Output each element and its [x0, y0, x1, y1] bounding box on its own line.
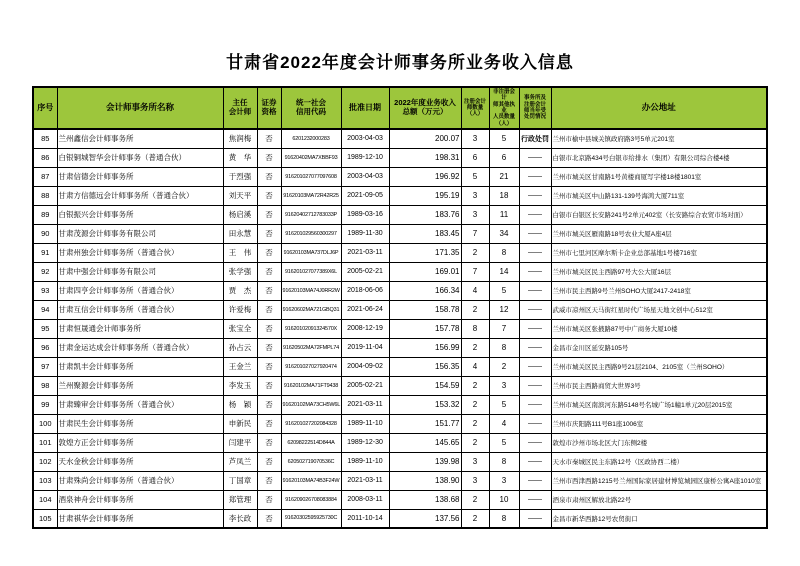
cell-chief-accountant: 杨 颖 — [223, 395, 257, 414]
cell-chief-accountant: 郑管理 — [223, 490, 257, 509]
cell-serial: 92 — [33, 262, 57, 281]
cell-securities-qualification: 否 — [257, 281, 281, 300]
cell-credit-code: 91620102MA71FT9438 — [281, 376, 341, 395]
cell-cpa-count: 2 — [461, 395, 489, 414]
cell-approval-date: 2021-06-24 — [341, 300, 389, 319]
cell-other-staff-count: 5 — [489, 129, 519, 148]
cell-approval-date: 1989-03-16 — [341, 205, 389, 224]
cell-credit-code: 916201027202084328 — [281, 414, 341, 433]
cell-approval-date: 2011-10-14 — [341, 509, 389, 528]
table-row — [33, 357, 767, 376]
cell-other-staff-count: 10 — [489, 490, 519, 509]
cell-penalty-status: —— — [519, 319, 551, 338]
cell-chief-accountant: 申新民 — [223, 414, 257, 433]
table-row — [33, 490, 767, 509]
cell-credit-code: 916201027027920474 — [281, 357, 341, 376]
table-row — [33, 243, 767, 262]
cell-securities-qualification: 否 — [257, 433, 281, 452]
cell-office-address: 白银市北京路434号白银市给排水（集团）有限公司综合楼4楼 — [551, 148, 767, 167]
cell-cpa-count: 3 — [461, 205, 489, 224]
cell-income-total: 139.98 — [389, 452, 461, 471]
cell-income-total: 151.77 — [389, 414, 461, 433]
cell-credit-code: 916209026708083884 — [281, 490, 341, 509]
table-row — [33, 205, 767, 224]
cell-income-total: 158.78 — [389, 300, 461, 319]
cell-approval-date: 2021-03-11 — [341, 395, 389, 414]
cell-serial: 96 — [33, 338, 57, 357]
cell-penalty-status: —— — [519, 167, 551, 186]
table-row — [33, 414, 767, 433]
cell-approval-date: 1989-11-10 — [341, 414, 389, 433]
cell-serial: 89 — [33, 205, 57, 224]
cell-securities-qualification: 否 — [257, 490, 281, 509]
cell-approval-date: 2005-02-21 — [341, 262, 389, 281]
cell-securities-qualification: 否 — [257, 395, 281, 414]
cell-credit-code: 91620103MA72R42R25 — [281, 186, 341, 205]
cell-cpa-count: 2 — [461, 300, 489, 319]
cell-serial: 99 — [33, 395, 57, 414]
cell-chief-accountant: 于烈强 — [223, 167, 257, 186]
cell-cpa-count: 3 — [461, 452, 489, 471]
cell-chief-accountant: 刘天平 — [223, 186, 257, 205]
cell-securities-qualification: 否 — [257, 167, 281, 186]
cell-securities-qualification: 否 — [257, 471, 281, 490]
cell-approval-date: 1989-11-30 — [341, 224, 389, 243]
cell-cpa-count: 3 — [461, 129, 489, 148]
cell-office-address: 天水市秦城区民主东路12号（区政协西二楼） — [551, 452, 767, 471]
cell-credit-code: 620502719070536C — [281, 452, 341, 471]
cell-penalty-status: —— — [519, 281, 551, 300]
cell-office-address: 武威市凉州区天马街红星时代广场星天地文创中心512室 — [551, 300, 767, 319]
cell-firm-name: 甘肃祺华会计师事务所 — [57, 509, 223, 528]
cell-income-total: 183.45 — [389, 224, 461, 243]
cell-penalty-status: 行政处罚 — [519, 129, 551, 148]
table-row — [33, 395, 767, 414]
cell-office-address: 兰州市民主西路商贸大世界3号 — [551, 376, 767, 395]
cell-income-total: 200.07 — [389, 129, 461, 148]
cell-securities-qualification: 否 — [257, 262, 281, 281]
table-row — [33, 129, 767, 148]
cell-other-staff-count: 21 — [489, 167, 519, 186]
cell-approval-date: 2021-09-05 — [341, 186, 389, 205]
cell-other-staff-count: 5 — [489, 395, 519, 414]
cell-serial: 100 — [33, 414, 57, 433]
col-header-chief-accountant: 主任 会计师 — [223, 87, 257, 129]
cell-chief-accountant: 芦凤兰 — [223, 452, 257, 471]
cell-cpa-count: 8 — [461, 319, 489, 338]
cell-chief-accountant: 王金兰 — [223, 357, 257, 376]
cell-penalty-status: —— — [519, 471, 551, 490]
cell-chief-accountant: 王 伟 — [223, 243, 257, 262]
cell-other-staff-count: 8 — [489, 509, 519, 528]
cell-other-staff-count: 12 — [489, 300, 519, 319]
cell-office-address: 兰州市西津西路1215号兰州国际家居建材博览城园区康桥公寓A座1010室 — [551, 471, 767, 490]
cell-income-total: 183.76 — [389, 205, 461, 224]
cell-securities-qualification: 否 — [257, 129, 281, 148]
cell-other-staff-count: 7 — [489, 319, 519, 338]
cell-serial: 86 — [33, 148, 57, 167]
cell-office-address: 金昌市金川区延安路105号 — [551, 338, 767, 357]
cell-penalty-status: —— — [519, 148, 551, 167]
cell-approval-date: 2005-02-21 — [341, 376, 389, 395]
cell-securities-qualification: 否 — [257, 319, 281, 338]
table-body — [33, 129, 767, 528]
cell-other-staff-count: 8 — [489, 338, 519, 357]
col-header-securities-qualification: 证券 资格 — [257, 87, 281, 129]
cell-income-total: 153.32 — [389, 395, 461, 414]
cell-office-address: 兰州市城关区南滨河东路5148号名城广场1幢1单元20层2015室 — [551, 395, 767, 414]
cell-other-staff-count: 3 — [489, 471, 519, 490]
cell-securities-qualification: 否 — [257, 224, 281, 243]
cell-office-address: 兰州市城关区甘南路1号黄楼商厦写字楼18楼1801室 — [551, 167, 767, 186]
cell-cpa-count: 2 — [461, 243, 489, 262]
cell-other-staff-count: 2 — [489, 357, 519, 376]
cell-credit-code: 916201027077097608 — [281, 167, 341, 186]
cell-securities-qualification: 否 — [257, 300, 281, 319]
cell-office-address: 兰州市民主西路9号兰州SOHO大厦2417-2418室 — [551, 281, 767, 300]
cell-firm-name: 甘肃方信德远会计师事务所（普通合伙） — [57, 186, 223, 205]
col-header-penalty-status: 事务所及 注册会计 师当年受 处罚情况 — [519, 87, 551, 129]
table-row — [33, 262, 767, 281]
cell-penalty-status: —— — [519, 300, 551, 319]
cell-serial: 102 — [33, 452, 57, 471]
cell-income-total: 169.01 — [389, 262, 461, 281]
cell-income-total: 138.68 — [389, 490, 461, 509]
cell-chief-accountant: 田永慧 — [223, 224, 257, 243]
cell-approval-date: 2003-04-03 — [341, 129, 389, 148]
cell-income-total: 196.92 — [389, 167, 461, 186]
col-header-income-total: 2022年度业务收入 总额（万元） — [389, 87, 461, 129]
cell-income-total: 145.65 — [389, 433, 461, 452]
cell-firm-name: 甘肃恒晟通会计师事务所 — [57, 319, 223, 338]
cell-serial: 90 — [33, 224, 57, 243]
col-header-other-staff-count: 非注册会计 师其他执业 人员数量 （人） — [489, 87, 519, 129]
cell-penalty-status: —— — [519, 452, 551, 471]
table-row — [33, 471, 767, 490]
cell-securities-qualification: 否 — [257, 357, 281, 376]
cell-penalty-status: —— — [519, 376, 551, 395]
cell-income-total: 157.78 — [389, 319, 461, 338]
cell-serial: 101 — [33, 433, 57, 452]
cell-office-address: 兰州市城关区民主西路9号21层2104、2105室（兰州SOHO） — [551, 357, 767, 376]
cell-chief-accountant: 闫建平 — [223, 433, 257, 452]
cell-other-staff-count: 8 — [489, 243, 519, 262]
cell-credit-code: 91620402712783033P — [281, 205, 341, 224]
table-header — [33, 87, 767, 129]
cell-firm-name: 甘肃互信会计师事务所（普通合伙） — [57, 300, 223, 319]
cell-penalty-status: —— — [519, 338, 551, 357]
cell-credit-code: 91620302595925730C — [281, 509, 341, 528]
cell-credit-code: 91620502MA72FMPL74 — [281, 338, 341, 357]
table-row — [33, 452, 767, 471]
table-header-row — [33, 87, 767, 129]
col-header-office-address: 办公地址 — [551, 87, 767, 129]
col-header-credit-code: 统一社会 信用代码 — [281, 87, 341, 129]
cell-income-total: 138.90 — [389, 471, 461, 490]
table-row — [33, 433, 767, 452]
cell-chief-accountant: 许爱梅 — [223, 300, 257, 319]
cell-firm-name: 甘肃臻审会计师事务所（普通合伙） — [57, 395, 223, 414]
col-header-serial: 序号 — [33, 87, 57, 129]
cell-firm-name: 甘肃四亨会计师事务所（普通合伙） — [57, 281, 223, 300]
cell-chief-accountant: 杨启溪 — [223, 205, 257, 224]
cell-serial: 88 — [33, 186, 57, 205]
col-header-firm-name: 会计师事务所名称 — [57, 87, 223, 129]
cell-cpa-count: 2 — [461, 433, 489, 452]
cell-office-address: 白银市白银区长安路241号2单元402室（长安路综合农贸市场对面） — [551, 205, 767, 224]
cell-penalty-status: —— — [519, 433, 551, 452]
cell-income-total: 171.35 — [389, 243, 461, 262]
cell-income-total: 198.31 — [389, 148, 461, 167]
cell-serial: 98 — [33, 376, 57, 395]
cell-office-address: 兰州市庆阳路111号B1座1006室 — [551, 414, 767, 433]
cell-penalty-status: —— — [519, 357, 551, 376]
cell-office-address: 酒泉市肃州区解放北路22号 — [551, 490, 767, 509]
cell-cpa-count: 2 — [461, 376, 489, 395]
cell-approval-date: 2008-03-11 — [341, 490, 389, 509]
cell-credit-code: 6201232000283 — [281, 129, 341, 148]
cell-approval-date: 2003-04-03 — [341, 167, 389, 186]
cell-penalty-status: —— — [519, 243, 551, 262]
cell-securities-qualification: 否 — [257, 243, 281, 262]
cell-firm-name: 甘肃民生会计师事务所 — [57, 414, 223, 433]
table-row — [33, 376, 767, 395]
cell-credit-code: 91620602MA721GBQ31 — [281, 300, 341, 319]
cell-income-total: 156.35 — [389, 357, 461, 376]
cell-office-address: 金昌市新华西路12号农贸街口 — [551, 509, 767, 528]
col-header-approval-date: 批准日期 — [341, 87, 389, 129]
income-table — [32, 86, 768, 529]
cell-cpa-count: 2 — [461, 338, 489, 357]
cell-firm-name: 白银振兴会计师事务所 — [57, 205, 223, 224]
cell-firm-name: 甘肃茂源会计师事务有限公司 — [57, 224, 223, 243]
cell-credit-code: 916201029560300297 — [281, 224, 341, 243]
cell-firm-name: 甘肃中强会计师事务有限公司 — [57, 262, 223, 281]
cell-other-staff-count: 14 — [489, 262, 519, 281]
cell-securities-qualification: 否 — [257, 376, 281, 395]
cell-office-address: 兰州市七里河区摩尔斯卡企业总部基地1号楼716室 — [551, 243, 767, 262]
cell-securities-qualification: 否 — [257, 148, 281, 167]
cell-penalty-status: —— — [519, 262, 551, 281]
cell-chief-accountant: 张宝全 — [223, 319, 257, 338]
cell-approval-date: 1989-12-30 — [341, 433, 389, 452]
cell-chief-accountant: 贾 杰 — [223, 281, 257, 300]
table-row — [33, 319, 767, 338]
table-row — [33, 338, 767, 357]
table-row — [33, 224, 767, 243]
cell-firm-name: 敦煌方正会计师事务所 — [57, 433, 223, 452]
cell-office-address: 兰州市城关区中山路131-139号海鸿大厦711室 — [551, 186, 767, 205]
cell-cpa-count: 2 — [461, 490, 489, 509]
cell-penalty-status: —— — [519, 509, 551, 528]
cell-credit-code: 916201027077389X6L — [281, 262, 341, 281]
cell-serial: 95 — [33, 319, 57, 338]
table-row — [33, 300, 767, 319]
cell-credit-code: 91620103MA737DLJ6P — [281, 243, 341, 262]
cell-firm-name: 兰州鑫信会计师事务所 — [57, 129, 223, 148]
cell-chief-accountant: 李发玉 — [223, 376, 257, 395]
cell-securities-qualification: 否 — [257, 205, 281, 224]
table-row — [33, 148, 767, 167]
cell-serial: 91 — [33, 243, 57, 262]
cell-approval-date: 2018-06-06 — [341, 281, 389, 300]
cell-other-staff-count: 5 — [489, 281, 519, 300]
cell-credit-code: 91620402MA7XBBF93 — [281, 148, 341, 167]
cell-approval-date: 1989-11-10 — [341, 452, 389, 471]
cell-credit-code: 62098222514D844A — [281, 433, 341, 452]
cell-chief-accountant: 张学强 — [223, 262, 257, 281]
cell-office-address: 兰州市城关区张掖路87号中广商务大厦10楼 — [551, 319, 767, 338]
cell-credit-code: 91620102MA73CH5W6L — [281, 395, 341, 414]
cell-approval-date: 2019-11-04 — [341, 338, 389, 357]
cell-penalty-status: —— — [519, 490, 551, 509]
cell-penalty-status: —— — [519, 414, 551, 433]
col-header-cpa-count: 注册会计 师数量 （人） — [461, 87, 489, 129]
cell-income-total: 166.34 — [389, 281, 461, 300]
cell-cpa-count: 6 — [461, 148, 489, 167]
cell-office-address: 兰州市城关区雁南路18号农业大厦A座4层 — [551, 224, 767, 243]
cell-other-staff-count: 11 — [489, 205, 519, 224]
cell-penalty-status: —— — [519, 186, 551, 205]
cell-firm-name: 甘肃州独会计师事务所（普通合伙） — [57, 243, 223, 262]
cell-securities-qualification: 否 — [257, 186, 281, 205]
cell-serial: 104 — [33, 490, 57, 509]
cell-other-staff-count: 3 — [489, 376, 519, 395]
cell-other-staff-count: 5 — [489, 433, 519, 452]
cell-serial: 105 — [33, 509, 57, 528]
cell-credit-code: 91620102091324570X — [281, 319, 341, 338]
cell-other-staff-count: 6 — [489, 148, 519, 167]
cell-other-staff-count: 8 — [489, 452, 519, 471]
cell-firm-name: 甘肃信德会计师事务所 — [57, 167, 223, 186]
cell-income-total: 154.59 — [389, 376, 461, 395]
cell-other-staff-count: 4 — [489, 414, 519, 433]
cell-chief-accountant: 李长政 — [223, 509, 257, 528]
cell-chief-accountant: 焦润梅 — [223, 129, 257, 148]
cell-serial: 93 — [33, 281, 57, 300]
cell-chief-accountant: 孙占云 — [223, 338, 257, 357]
cell-firm-name: 甘肃金运达成会计师事务所（普通合伙） — [57, 338, 223, 357]
cell-cpa-count: 2 — [461, 414, 489, 433]
cell-firm-name: 白银铜城智华会计师事务（普通合伙） — [57, 148, 223, 167]
cell-penalty-status: —— — [519, 395, 551, 414]
cell-serial: 97 — [33, 357, 57, 376]
cell-income-total: 195.19 — [389, 186, 461, 205]
cell-cpa-count: 4 — [461, 357, 489, 376]
cell-chief-accountant: 丁国章 — [223, 471, 257, 490]
cell-serial: 94 — [33, 300, 57, 319]
cell-firm-name: 甘肃殊尚会计师事务所（普通合伙） — [57, 471, 223, 490]
cell-cpa-count: 4 — [461, 281, 489, 300]
cell-serial: 85 — [33, 129, 57, 148]
table-row — [33, 186, 767, 205]
page-title: 甘肃省2022年度会计师事务所业务收入信息 — [226, 53, 574, 72]
cell-penalty-status: —— — [519, 205, 551, 224]
cell-serial: 103 — [33, 471, 57, 490]
cell-penalty-status: —— — [519, 224, 551, 243]
cell-other-staff-count: 34 — [489, 224, 519, 243]
cell-cpa-count: 3 — [461, 186, 489, 205]
cell-cpa-count: 5 — [461, 167, 489, 186]
table-row — [33, 281, 767, 300]
cell-approval-date: 2008-12-19 — [341, 319, 389, 338]
cell-firm-name: 天水金秋会计师事务所 — [57, 452, 223, 471]
cell-chief-accountant: 黄 华 — [223, 148, 257, 167]
cell-credit-code: 91620103MA74J0RR2W — [281, 281, 341, 300]
cell-cpa-count: 3 — [461, 471, 489, 490]
cell-securities-qualification: 否 — [257, 509, 281, 528]
cell-other-staff-count: 18 — [489, 186, 519, 205]
cell-cpa-count: 7 — [461, 224, 489, 243]
cell-approval-date: 2021-03-11 — [341, 243, 389, 262]
cell-office-address: 敦煌市沙州市场北区大门东侧2楼 — [551, 433, 767, 452]
cell-firm-name: 酒泉神舟会计师事务所 — [57, 490, 223, 509]
cell-credit-code: 91620103MA74B3F24W — [281, 471, 341, 490]
cell-income-total: 156.99 — [389, 338, 461, 357]
cell-securities-qualification: 否 — [257, 414, 281, 433]
cell-approval-date: 2004-09-02 — [341, 357, 389, 376]
cell-serial: 87 — [33, 167, 57, 186]
cell-firm-name: 兰州聚源会计师事务所 — [57, 376, 223, 395]
cell-income-total: 137.56 — [389, 509, 461, 528]
table-row — [33, 509, 767, 528]
cell-office-address: 兰州市城关区民主西路97号大公大厦16层 — [551, 262, 767, 281]
cell-cpa-count: 2 — [461, 509, 489, 528]
cell-approval-date: 1989-12-10 — [341, 148, 389, 167]
cell-securities-qualification: 否 — [257, 452, 281, 471]
cell-securities-qualification: 否 — [257, 338, 281, 357]
cell-firm-name: 甘肃凯丰会计师事务所 — [57, 357, 223, 376]
table-row — [33, 167, 767, 186]
cell-cpa-count: 7 — [461, 262, 489, 281]
cell-office-address: 兰州市榆中县城关镇政府路3号5单元201室 — [551, 129, 767, 148]
cell-approval-date: 2021-03-11 — [341, 471, 389, 490]
